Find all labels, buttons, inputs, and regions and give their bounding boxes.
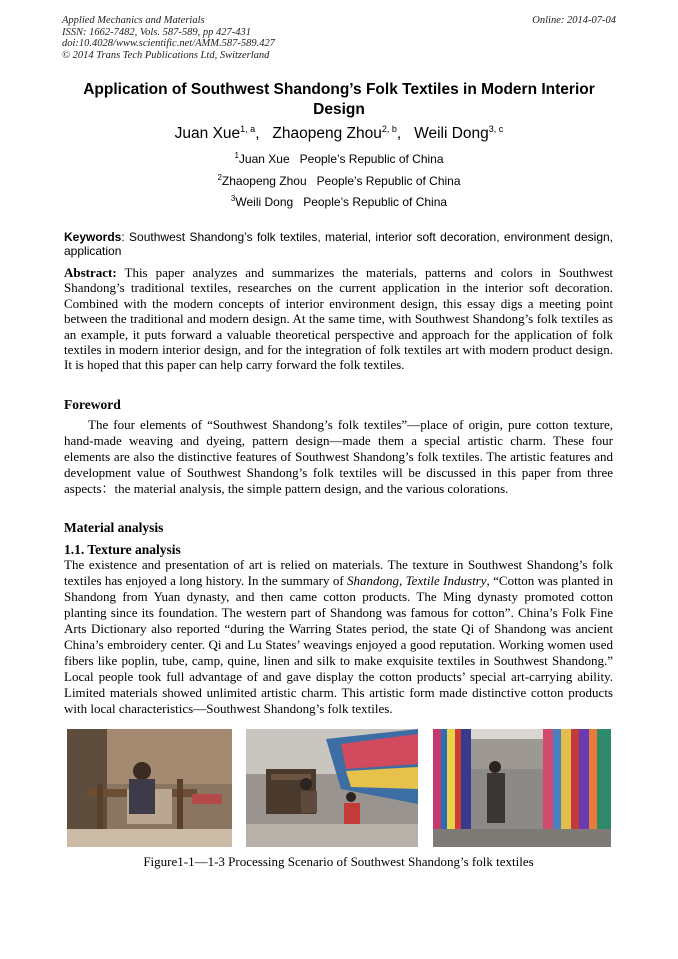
author-name: Juan Xue [174,125,241,143]
author-sup: 3, c [488,124,504,134]
affiliation-name: Juan Xue [238,152,290,166]
abstract-label: Abstract: [64,265,117,280]
figure-photo-1 [67,729,232,847]
affiliation-country: People’s Republic of China [303,195,448,209]
abstract-text: This paper analyzes and summarizes the materials, patterns and colors in Southwest Shandong’s traditional textiles, researches on the current application in the interior soft decoration. Combined with the modern concepts of interior environment design, this essay digs a meeting point between the traditional and modern design. At the same time, with Southwest Shandong’s folk textiles as an example, it puts forward a valuable theoretical perspective and approach for the application of folk textiles in modern interior design, and for the integration of folk textiles art with modern product design. It is hoped that this paper can help carry forward the folk textiles. [64,265,613,373]
author-sup: 1, a [240,124,256,134]
abstract-block [64,265,613,373]
journal-header [62,15,275,61]
title-line-2: Design [313,101,365,118]
author-list [64,124,614,143]
texture-paragraph [64,557,613,717]
affiliation-3 [64,194,614,209]
affiliation-name: Zhaopeng Zhou [221,174,307,188]
foreword-paragraph [64,417,613,497]
journal-name: Applied Mechanics and Materials [62,15,205,26]
online-date: Online: 2014-07-04 [532,15,616,26]
author-name: Zhaopeng Zhou [272,125,382,143]
keywords-block [64,230,613,258]
affiliation-country: People’s Republic of China [299,152,444,166]
affiliation-sup: 3 [230,194,236,203]
doi-line: doi:10.4028/www.scientific.net/AMM.587-589.427 [62,38,275,49]
foreword-heading: Foreword [64,397,121,412]
issn-line: ISSN: 1662-7482, Vols. 587-589, pp 427-431 [62,26,251,38]
paper-title [64,80,614,120]
keywords-text: : Southwest Shandong’s folk textiles, material, interior soft decoration, environment design, application [64,230,613,258]
author-sep: , [255,125,260,143]
affiliation-name: Weili Dong [235,195,294,209]
keywords-label: Keywords [64,230,122,244]
figure-photo-2 [246,729,418,847]
texture-citation: Shandong, Textile Industry [347,573,487,588]
author-sep: , [396,125,402,143]
author-sup: 2, b [381,124,397,134]
texture-subheading: 1.1. Texture analysis [64,542,181,557]
figure-photo-3 [433,729,611,847]
affiliation-sup: 1 [234,151,239,160]
copyright-line: © 2014 Trans Tech Publications Ltd, Switzerland [62,49,270,61]
texture-text-2: , “Cotton was planted in Shandong from Yuan dynasty, and then came cotton products. The Ming dynasty promoted cotton planting since its foundation. The western part of Shandong was famous for cotton”. China’s Folk Fine Arts Dictionary also reported “during the Warring States period, the state Qi of Shandong was ancient China’s embroidery center. Qi and Lu States’ weavings enjoyed a good reputation. Working women used fibers like poplin, tube, camp, quine, linen and silk to make exquisite textiles in Southwest Shandong.” Local people took full advantage of and gave display the cotton products’ special art-carrying ability. Limited materials showed unlimited artistic charm. This artistic form made distinctive cotton products with local characteristics—Southwest Shandong’s folk textiles. [64,573,613,716]
affiliation-2 [64,173,614,188]
affiliation-country: People’s Republic of China [316,174,461,188]
texture-text-1: The existence and presentation of art is relied on materials. The texture in Southwest Shandong’s folk textiles has enjoyed a long history. In the summary of [64,557,613,588]
figure-caption: Figure1-1—1-3 Processing Scenario of Southwest Shandong’s folk textiles [143,854,534,869]
title-line-1: Application of Southwest Shandong’s Folk Textiles in Modern Interior [83,81,595,98]
foreword-text: The four elements of “Southwest Shandong’s folk textiles”—place of origin, pure cotton texture, hand-made weaving and dyeing, pattern design—made them a special artistic charm. These four elements are also the distinctive features of Southwest Shandong’s folk textiles. The artistic features and development value of Southwest Shandong’s folk textiles will be discussed in this paper from three aspects：the material analysis, the simple pattern design, and the various colorations. [64,417,613,496]
material-heading: Material analysis [64,520,164,535]
author-name: Weili Dong [414,125,489,143]
affiliation-1 [64,151,614,166]
affiliation-sup: 2 [217,173,222,182]
